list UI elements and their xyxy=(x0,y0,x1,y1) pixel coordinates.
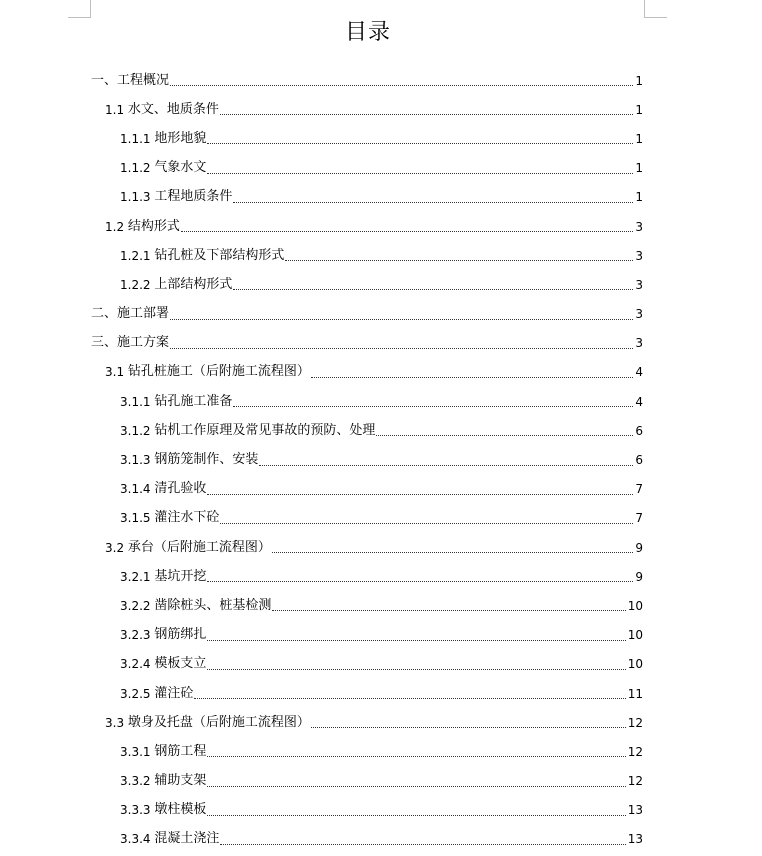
toc-entry-number: 1.1.2 xyxy=(120,161,155,176)
toc-entry-title: 钻孔施工准备 xyxy=(154,393,233,409)
toc-entry-title: 墩柱模板 xyxy=(154,802,207,818)
toc-entry-title: 钻孔桩及下部结构形式 xyxy=(154,247,285,263)
toc-dot-leader xyxy=(376,435,633,436)
toc-dot-leader xyxy=(207,786,625,787)
toc-dot-leader xyxy=(207,173,633,174)
toc-entry-title: 上部结构形式 xyxy=(154,276,233,292)
toc-entry[interactable] xyxy=(0,387,643,416)
toc-entry[interactable] xyxy=(0,621,643,650)
toc-entry[interactable] xyxy=(0,679,643,708)
toc-entry-number: 3.2.2 xyxy=(120,598,155,613)
toc-entry-number: 1.1.3 xyxy=(120,190,155,205)
toc-dot-leader xyxy=(207,669,625,670)
toc-entry-title: 模板支立 xyxy=(154,656,207,672)
toc-entry-number: 3.2.4 xyxy=(120,657,155,672)
toc-page-number: 9 xyxy=(635,569,643,584)
toc-entry-title: 墩身及托盘（后附施工流程图） xyxy=(127,714,310,730)
toc-page-number: 3 xyxy=(635,336,643,351)
toc-entry-title: 承台（后附施工流程图） xyxy=(127,539,271,555)
toc-dot-leader xyxy=(259,465,633,466)
toc-page-number: 7 xyxy=(635,511,643,526)
toc-page-number: 4 xyxy=(635,394,643,409)
toc-entry-title: 气象水文 xyxy=(154,160,207,176)
toc-page-number: 10 xyxy=(627,598,643,613)
toc-entry[interactable] xyxy=(0,124,643,153)
toc-dot-leader xyxy=(220,844,625,845)
toc-page-number: 10 xyxy=(627,657,643,672)
toc-entry-number: 3.1.5 xyxy=(120,511,155,526)
toc-entry-title: 凿除桩头、桩基检测 xyxy=(154,597,272,613)
toc-entry-title: 混凝土浇注 xyxy=(154,831,220,847)
toc-entry-title: 钢筋笼制作、安装 xyxy=(154,452,259,468)
toc-page-number: 3 xyxy=(635,277,643,292)
toc-entry[interactable] xyxy=(0,562,643,591)
toc-entry-number: 3.1.2 xyxy=(120,423,155,438)
toc-entry-number: 3.3.2 xyxy=(120,774,155,789)
toc-entry-number: 3.2.3 xyxy=(120,628,155,643)
toc-entry-title: 结构形式 xyxy=(127,218,180,234)
page-corner-mark-right xyxy=(644,0,667,18)
toc-entry-title: 灌注水下砼 xyxy=(154,510,220,526)
toc-entry-number: 3.3.4 xyxy=(120,832,155,847)
toc-dot-leader xyxy=(207,143,633,144)
toc-entry-number: 1.1 xyxy=(105,102,128,117)
toc-dot-leader xyxy=(233,202,633,203)
toc-entry[interactable] xyxy=(0,329,643,358)
toc-page-number: 6 xyxy=(635,423,643,438)
toc-entry-number: 3.1.3 xyxy=(120,453,155,468)
toc-page-number: 3 xyxy=(635,248,643,263)
toc-entry-title: 水文、地质条件 xyxy=(127,101,219,117)
toc-entry[interactable] xyxy=(0,445,643,474)
toc-page-number: 1 xyxy=(635,73,643,88)
toc-dot-leader xyxy=(194,698,625,699)
toc-entry-title: 二、施工部署 xyxy=(91,306,170,322)
toc-entry[interactable] xyxy=(0,825,643,854)
toc-dot-leader xyxy=(207,581,633,582)
toc-dot-leader xyxy=(233,406,633,407)
toc-page-number: 11 xyxy=(627,686,643,701)
toc-entry-title: 钢筋绑扎 xyxy=(154,627,207,643)
toc-entry-number: 1.2.1 xyxy=(120,248,155,263)
page-title: 目录 xyxy=(344,20,391,45)
toc-entry-title: 钻机工作原理及常见事故的预防、处理 xyxy=(154,422,376,438)
toc-page-number: 13 xyxy=(627,803,643,818)
toc-page-number: 13 xyxy=(627,832,643,847)
toc-entry[interactable] xyxy=(0,241,643,270)
toc-entry[interactable] xyxy=(0,66,643,95)
toc-page-number: 1 xyxy=(635,102,643,117)
toc-entry[interactable] xyxy=(0,416,643,445)
toc-entry[interactable] xyxy=(0,533,643,562)
toc-entry-title: 地形地貌 xyxy=(154,130,207,146)
toc-entry[interactable] xyxy=(0,650,643,679)
toc-entry-title: 灌注砼 xyxy=(154,685,194,701)
toc-page-number: 12 xyxy=(627,774,643,789)
toc-dot-leader xyxy=(311,377,633,378)
toc-entry[interactable] xyxy=(0,796,643,825)
toc-entry-number: 3.2 xyxy=(105,540,128,555)
toc-entry-number: 3.3 xyxy=(105,715,128,730)
toc-entry[interactable] xyxy=(0,270,643,299)
toc-page-number: 3 xyxy=(635,219,643,234)
toc-entry-number: 3.2.5 xyxy=(120,686,155,701)
toc-entry-number: 1.1.1 xyxy=(120,131,155,146)
toc-entry[interactable] xyxy=(0,183,643,212)
toc-dot-leader xyxy=(207,815,625,816)
toc-page-number: 12 xyxy=(627,715,643,730)
toc-page-number: 6 xyxy=(635,453,643,468)
toc-entry-title: 钻孔桩施工（后附施工流程图） xyxy=(127,364,310,380)
toc-entry-number: 3.3.3 xyxy=(120,803,155,818)
toc-entry-number: 3.2.1 xyxy=(120,569,155,584)
toc-entry[interactable] xyxy=(0,358,643,387)
toc-dot-leader xyxy=(311,727,626,728)
toc-entry-number: 3.1.4 xyxy=(120,482,155,497)
toc-dot-leader xyxy=(285,260,633,261)
toc-entry[interactable] xyxy=(0,300,643,329)
toc-dot-leader xyxy=(233,289,633,290)
toc-entry-title: 一、工程概况 xyxy=(91,72,170,88)
toc-entry[interactable] xyxy=(0,767,643,796)
toc-dot-leader xyxy=(207,640,625,641)
toc-page-number: 9 xyxy=(635,540,643,555)
toc-entry-title: 基坑开挖 xyxy=(154,568,207,584)
toc-entry-number: 3.3.1 xyxy=(120,744,155,759)
toc-dot-leader xyxy=(207,756,625,757)
toc-entry[interactable] xyxy=(0,591,643,620)
toc-entry[interactable] xyxy=(0,475,643,504)
toc-entry[interactable] xyxy=(0,708,643,737)
toc-dot-leader xyxy=(170,348,633,349)
toc-page-number: 3 xyxy=(635,307,643,322)
toc-page-number: 7 xyxy=(635,482,643,497)
toc-entry[interactable] xyxy=(0,737,643,766)
table-of-contents xyxy=(0,66,762,854)
toc-entry-title: 钢筋工程 xyxy=(154,743,207,759)
toc-page-number: 1 xyxy=(635,131,643,146)
toc-entry[interactable] xyxy=(0,95,643,124)
toc-entry-number: 1.2.2 xyxy=(120,277,155,292)
page-corner-mark-left xyxy=(68,0,91,18)
toc-entry-title: 工程地质条件 xyxy=(154,189,233,205)
toc-page-number: 1 xyxy=(635,161,643,176)
toc-dot-leader xyxy=(220,523,633,524)
toc-dot-leader xyxy=(170,319,633,320)
toc-dot-leader xyxy=(220,114,633,115)
toc-page-number: 12 xyxy=(627,744,643,759)
toc-entry-title: 辅助支架 xyxy=(154,773,207,789)
toc-entry[interactable] xyxy=(0,504,643,533)
toc-entry-number: 1.2 xyxy=(105,219,128,234)
toc-dot-leader xyxy=(170,85,633,86)
toc-entry-number: 3.1 xyxy=(105,365,128,380)
toc-entry[interactable] xyxy=(0,154,643,183)
toc-dot-leader xyxy=(272,610,625,611)
toc-page-number: 10 xyxy=(627,628,643,643)
toc-dot-leader xyxy=(181,231,633,232)
toc-entry-title: 三、施工方案 xyxy=(91,335,170,351)
toc-entry-title: 清孔验收 xyxy=(154,481,207,497)
toc-entry[interactable] xyxy=(0,212,643,241)
toc-dot-leader xyxy=(272,552,633,553)
toc-entry-number: 3.1.1 xyxy=(120,394,155,409)
toc-page-number: 1 xyxy=(635,190,643,205)
toc-page-number: 4 xyxy=(635,365,643,380)
toc-dot-leader xyxy=(207,494,633,495)
